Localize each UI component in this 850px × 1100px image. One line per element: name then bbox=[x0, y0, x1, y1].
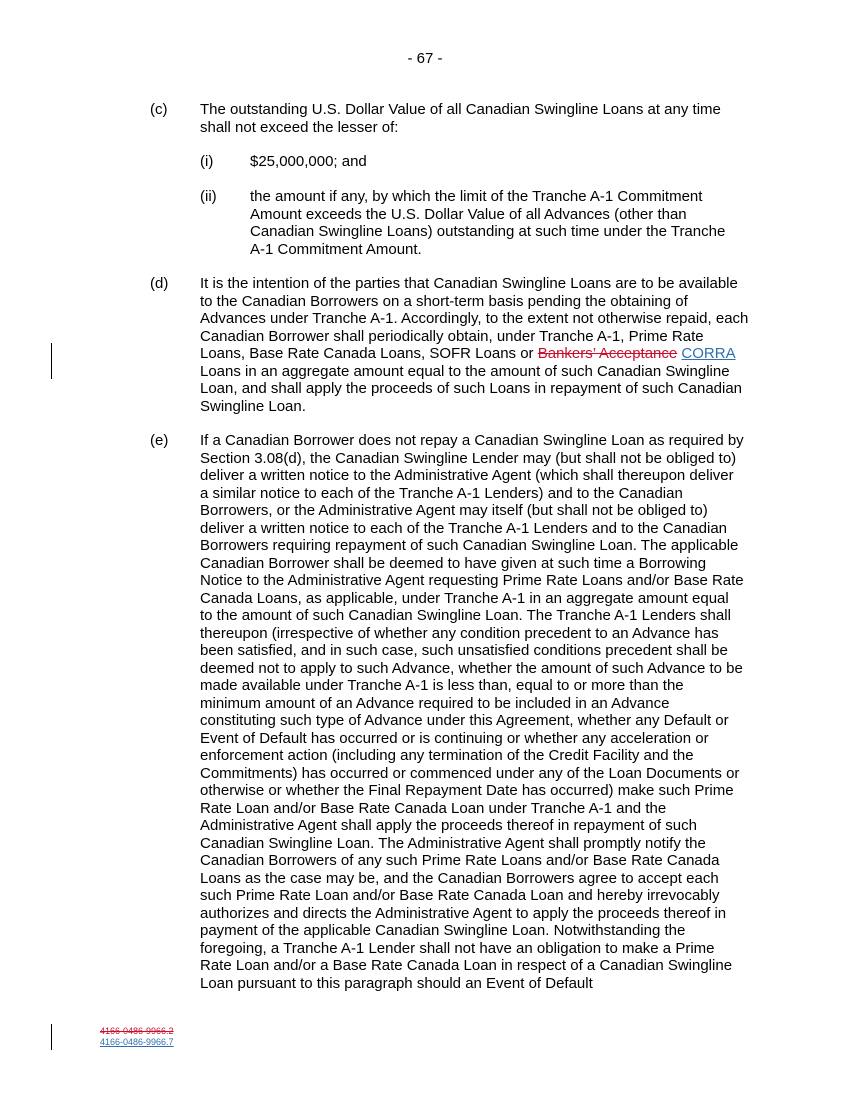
deleted-text: Bankers’ Acceptance bbox=[537, 345, 678, 362]
item-ii-label: (ii) bbox=[200, 188, 217, 205]
document-id-footer bbox=[100, 1026, 174, 1048]
para-c-label: (c) bbox=[150, 101, 168, 118]
footer-change-bar bbox=[51, 1024, 52, 1050]
item-i-text: $25,000,000; and bbox=[250, 153, 367, 170]
para-d-label: (d) bbox=[150, 275, 169, 292]
para-d-text-before: It is the intention of the parties that Canadian Swingline Loans are to be available to the Canadian Borrowers on a short-term basis pending the obtaining of Advances under Tranche A-1. Accordingly, to the extent not otherwise repaid, each Canadian Borrower shall periodically obtain, under Tranche A-1, Prime Rate Loans, Base Rate Canada Loans, SOFR Loans or bbox=[200, 275, 749, 362]
page-number: - 67 - bbox=[407, 50, 443, 67]
para-d-text-after: Loans in an aggregate amount equal to the amount of such Canadian Swingline Loan, and shall apply the proceeds of such Loans in repayment of such Canadian Swingline Loan. bbox=[200, 362, 743, 415]
inserted-text: CORRA bbox=[681, 345, 736, 362]
deleted-document-id: 4166-0486-9966.2 bbox=[100, 1026, 174, 1036]
inserted-document-id: 4166-0486-9966.7 bbox=[100, 1037, 174, 1047]
para-c-text: The outstanding U.S. Dollar Value of all Canadian Swingline Loans at any time shall not exceed the lesser of: bbox=[200, 101, 721, 136]
item-i-label: (i) bbox=[200, 153, 214, 170]
para-d-text bbox=[200, 275, 751, 415]
item-ii-text: the amount if any, by which the limit of the Tranche A-1 Commitment Amount exceeds the U.S. Dollar Value of all Advances (other than Canadian Swingline Loans) outstanding at such time under the Tranche A-1 Commitment Amount. bbox=[250, 188, 726, 258]
change-bar bbox=[51, 343, 52, 379]
para-e-text: If a Canadian Borrower does not repay a Canadian Swingline Loan as required by Section 3.08(d), the Canadian Swingline Lender may (but shall not be obliged to) deliver a written notice to the Administrative Agent (which shall thereupon deliver a similar notice to each of the Tranche A-1 Lenders) and to the Canadian Borrowers, or the Administrative Agent may itself (but shall not be obliged to) deliver a written notice to each of the Tranche A-1 Lenders and to the Canadian Borrowers requiring repayment of such Canadian Swingline Loan. The applicable Canadian Borrower shall be deemed to have given at such time a Borrowing Notice to the Administrative Agent requesting Prime Rate Loans and/or Base Rate Canada Loans, as applicable, under Tranche A-1 in an aggregate amount equal to the amount of such Canadian Swingline Loan. The Tranche A-1 Lenders shall thereupon (irrespective of whether any condition precedent to an Advance has been satisfied, and in such case, such unsatisfied conditions precedent shall be deemed not to apply to such Advance, whether the amount of such Advance to be made available under Tranche A-1 is less than, equal to or more than the minimum amount of an Advance required to be included in an Advance constituting such type of Advance under this Agreement, whether any Default or Event of Default has occurred or is continuing or whether any acceleration or enforcement action (including any termination of the Credit Facility and the Commitments) has occurred or commenced under any of the Loan Documents or otherwise or whether the Final Repayment Date has occurred) make such Prime Rate Loan and/or Base Rate Canada Loan under Tranche A-1 and the Administrative Agent shall apply the proceeds thereof in repayment of such Canadian Swingline Loan. The Administrative Agent shall promptly notify the Canadian Borrowers of any such Prime Rate Loans and/or Base Rate Canada Loans as the case may be, and the Canadian Borrowers agree to accept each such Prime Rate Loan and/or Base Rate Canada Loan and hereby irrevocably authorizes and directs the Administrative Agent to apply the proceeds thereof in payment of the applicable Canadian Swingline Loan. Notwithstanding the foregoing, a Tranche A-1 Lender shall not have an obligation to make a Prime Rate Loan and/or a Base Rate Canada Loan in respect of a Canadian Swingline Loan pursuant to this paragraph should an Event of Default bbox=[200, 432, 744, 992]
para-e-label: (e) bbox=[150, 432, 169, 449]
